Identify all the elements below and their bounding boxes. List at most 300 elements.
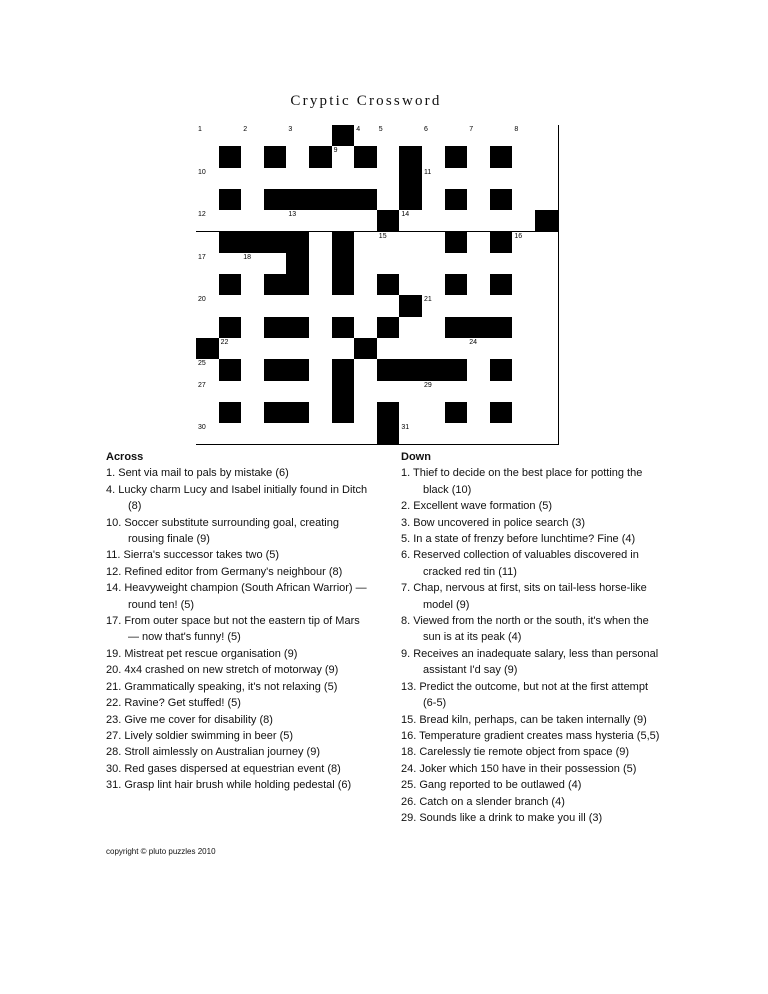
grid-cell[interactable] — [512, 359, 536, 381]
clue-number: 13 — [288, 211, 297, 219]
grid-cell-black — [286, 402, 310, 424]
across-clue-list — [106, 465, 371, 793]
grid-cell-black — [399, 146, 423, 168]
grid-cell[interactable] — [490, 338, 514, 360]
grid-cell[interactable] — [241, 423, 265, 445]
clue-number: 16 — [514, 232, 523, 240]
grid-cell-black — [219, 317, 243, 339]
grid-cell[interactable] — [241, 125, 265, 147]
grid-cell[interactable] — [467, 232, 491, 254]
grid-cell-black — [286, 359, 310, 381]
grid-cell-black — [286, 317, 310, 339]
clue-number: 20 — [198, 296, 206, 304]
grid-cell[interactable] — [512, 189, 536, 211]
grid-cell[interactable] — [196, 189, 220, 211]
grid-cell[interactable] — [512, 381, 536, 403]
grid-cell[interactable] — [467, 295, 491, 317]
clue-number: 23 — [356, 339, 364, 346]
grid-cell[interactable] — [354, 210, 378, 232]
grid-cell[interactable] — [241, 146, 265, 168]
grid-cell-black — [264, 402, 288, 424]
grid-cell[interactable] — [490, 253, 514, 275]
grid-cell[interactable] — [286, 168, 310, 190]
across-clue: 19. Mistreat pet rescue organisation (9) — [106, 647, 298, 660]
grid-cell-black — [332, 317, 356, 339]
grid-cell[interactable] — [196, 125, 220, 147]
grid-cell[interactable] — [241, 402, 265, 424]
grid-cell[interactable] — [490, 125, 514, 147]
grid-cell-black — [354, 189, 378, 211]
clue-number: 31 — [401, 424, 410, 432]
grid-cell[interactable] — [309, 253, 333, 275]
grid-cell-black — [445, 317, 469, 339]
grid-cell-black — [332, 232, 356, 254]
grid-cell[interactable] — [535, 189, 559, 211]
grid-cell[interactable] — [241, 338, 265, 360]
grid-cell[interactable] — [377, 146, 401, 168]
grid-cell[interactable] — [241, 210, 265, 232]
grid-cell-black — [332, 381, 356, 403]
grid-cell[interactable] — [241, 253, 265, 275]
grid-cell-black — [490, 317, 514, 339]
grid-cell[interactable] — [332, 423, 356, 445]
grid-cell[interactable] — [535, 146, 559, 168]
grid-cell-black — [490, 232, 514, 254]
grid-cell[interactable] — [467, 168, 491, 190]
grid-cell-black — [264, 317, 288, 339]
grid-cell-black — [264, 232, 288, 254]
grid-cell[interactable] — [286, 338, 310, 360]
grid-cell-black — [219, 402, 243, 424]
grid-cell[interactable] — [309, 338, 333, 360]
grid-cell[interactable] — [535, 402, 559, 424]
grid-cell[interactable] — [309, 274, 333, 296]
grid-cell-black — [241, 232, 265, 254]
grid-cell[interactable] — [309, 295, 333, 317]
grid-cell[interactable] — [445, 381, 469, 403]
grid-cell[interactable] — [264, 168, 288, 190]
across-clue: 1. Sent via mail to pals by mistake (6) — [106, 467, 289, 480]
clue-number: 11 — [424, 168, 432, 176]
grid-cell[interactable] — [422, 295, 446, 317]
clue-number: 14 — [401, 211, 410, 219]
clue-number: 4 — [356, 126, 361, 133]
grid-cell-black — [377, 402, 401, 424]
grid-cell[interactable] — [354, 295, 378, 317]
down-clue: 13. Predict the outcome, but not at the first attempt (6-5) — [401, 680, 649, 710]
grid-cell[interactable] — [196, 402, 220, 424]
grid-cell[interactable] — [196, 146, 220, 168]
clue-number: 12 — [198, 211, 206, 219]
grid-cell[interactable] — [309, 381, 333, 403]
grid-cell[interactable] — [219, 253, 243, 275]
down-clues — [401, 449, 661, 826]
grid-cell-black — [467, 317, 491, 339]
grid-cell-black — [332, 359, 356, 381]
grid-cell[interactable] — [512, 232, 536, 254]
grid-cell-black — [377, 423, 401, 445]
grid-cell[interactable] — [490, 210, 514, 232]
grid-cell-black — [490, 146, 514, 168]
grid-cell[interactable] — [264, 253, 288, 275]
grid-cell[interactable] — [535, 168, 559, 190]
grid-cell-black — [377, 210, 401, 232]
grid-cell[interactable] — [309, 168, 333, 190]
grid-cell[interactable] — [241, 189, 265, 211]
grid-cell[interactable] — [445, 295, 469, 317]
grid-cell[interactable] — [377, 295, 401, 317]
clue-number: 17 — [198, 253, 206, 261]
grid-cell[interactable] — [332, 338, 356, 360]
grid-cell[interactable] — [399, 402, 423, 424]
clue-number: 2 — [243, 126, 248, 133]
grid-cell[interactable] — [535, 295, 559, 317]
grid-cell-black — [286, 253, 310, 275]
grid-cell-black — [219, 146, 243, 168]
page-title: Cryptic Crossword — [290, 93, 442, 109]
grid-cell[interactable] — [467, 402, 491, 424]
grid-cell-black — [445, 189, 469, 211]
grid-cell[interactable] — [354, 253, 378, 275]
across-clues — [106, 449, 371, 794]
grid-cell[interactable] — [196, 295, 220, 317]
grid-cell[interactable] — [490, 295, 514, 317]
grid-cell-black — [377, 359, 401, 381]
grid-cell-black — [377, 274, 401, 296]
across-clue: 23. Give me cover for disability (8) — [106, 713, 273, 726]
grid-cell-black — [422, 359, 446, 381]
grid-cell[interactable] — [535, 232, 559, 254]
grid-cell[interactable] — [332, 295, 356, 317]
grid-cell[interactable] — [264, 295, 288, 317]
grid-cell[interactable] — [241, 168, 265, 190]
clue-number: 30 — [198, 424, 206, 432]
down-clue: 2. Excellent wave formation (5) — [401, 500, 553, 513]
grid-cell-black — [445, 146, 469, 168]
grid-cell[interactable] — [422, 338, 446, 360]
down-clue: 7. Chap, nervous at first, sits on tail-less horse-like model (9) — [401, 582, 647, 611]
clue-number: 24 — [469, 339, 477, 346]
grid-cell[interactable] — [467, 210, 491, 232]
grid-cell[interactable] — [535, 253, 559, 275]
grid-cell[interactable] — [467, 189, 491, 211]
grid-cell[interactable] — [467, 423, 491, 445]
grid-cell[interactable] — [512, 253, 536, 275]
clue-number: 15 — [378, 232, 387, 240]
grid-cell[interactable] — [512, 317, 536, 339]
grid-cell[interactable] — [445, 423, 469, 445]
down-clue: 1. Thief to decide on the best place for potting the black (10) — [401, 467, 643, 496]
grid-cell[interactable] — [196, 232, 220, 254]
clue-number: 7 — [469, 126, 474, 133]
grid-cell[interactable] — [422, 168, 446, 190]
down-clue: 15. Bread kiln, perhaps, can be taken internally (9) — [401, 713, 647, 726]
grid-cell[interactable] — [399, 253, 423, 275]
grid-cell[interactable] — [377, 381, 401, 403]
grid-cell[interactable] — [264, 381, 288, 403]
grid-cell[interactable] — [467, 146, 491, 168]
grid-cell[interactable] — [399, 232, 423, 254]
across-heading: Across — [106, 451, 144, 463]
grid-cell[interactable] — [445, 168, 469, 190]
grid-cell[interactable] — [422, 125, 446, 147]
grid-cell[interactable] — [422, 317, 446, 339]
grid-cell[interactable] — [264, 338, 288, 360]
clue-number: 26 — [333, 360, 342, 368]
grid-cell-black — [445, 402, 469, 424]
down-clue-list — [401, 465, 661, 826]
down-clue: 18. Carelessly tie remote object from space (9) — [401, 746, 630, 759]
grid-cell[interactable] — [219, 125, 243, 147]
grid-cell[interactable] — [422, 253, 446, 275]
clue-number: 25 — [198, 360, 206, 368]
grid-cell[interactable] — [422, 402, 446, 424]
grid-cell[interactable] — [422, 232, 446, 254]
grid-cell[interactable] — [535, 317, 559, 339]
grid-cell[interactable] — [219, 338, 243, 360]
grid-cell[interactable] — [332, 146, 356, 168]
grid-cell[interactable] — [467, 253, 491, 275]
grid-cell-black — [309, 146, 333, 168]
grid-cell[interactable] — [399, 125, 423, 147]
grid-cell[interactable] — [309, 423, 333, 445]
grid-cell[interactable] — [490, 423, 514, 445]
grid-cell-black — [309, 189, 333, 211]
grid-cell[interactable] — [399, 210, 423, 232]
grid-cell-black — [399, 189, 423, 211]
grid-cell[interactable] — [445, 338, 469, 360]
across-clue: 17. From outer space but not the eastern tip of Mars — now that's funny! (5) — [106, 615, 360, 644]
down-clue: 6. Reserved collection of valuables discovered in cracked red tin (11) — [401, 549, 639, 578]
down-clue: 5. In a state of frenzy before lunchtime? Fine (4) — [401, 533, 636, 546]
grid-cell[interactable] — [196, 317, 220, 339]
grid-cell[interactable] — [422, 146, 446, 168]
grid-cell[interactable] — [467, 338, 491, 360]
grid-cell[interactable] — [354, 232, 378, 254]
grid-cell[interactable] — [196, 423, 220, 445]
across-clue: 11. Sierra's successor takes two (5) — [106, 549, 280, 562]
grid-cell[interactable] — [241, 381, 265, 403]
grid-cell[interactable] — [286, 423, 310, 445]
grid-cell-black — [219, 359, 243, 381]
grid-cell[interactable] — [377, 232, 401, 254]
grid-cell-black — [264, 359, 288, 381]
grid-cell[interactable] — [512, 295, 536, 317]
grid-cell-black — [219, 232, 243, 254]
grid-cell[interactable] — [286, 125, 310, 147]
clue-number: 22 — [220, 339, 229, 346]
clue-number: 27 — [198, 381, 206, 389]
grid-cell[interactable] — [354, 381, 378, 403]
clue-number: 18 — [243, 253, 251, 261]
grid-cell[interactable] — [377, 189, 401, 211]
across-clue: 27. Lively soldier swimming in beer (5) — [106, 729, 294, 742]
down-heading: Down — [401, 451, 431, 463]
grid-cell[interactable] — [264, 125, 288, 147]
across-clue: 28. Stroll aimlessly on Australian journey (9) — [106, 746, 320, 759]
grid-cell[interactable] — [445, 253, 469, 275]
across-clue: 22. Ravine? Get stuffed! (5) — [106, 697, 241, 710]
grid-cell[interactable] — [490, 381, 514, 403]
grid-cell[interactable] — [535, 423, 559, 445]
grid-cell[interactable] — [286, 146, 310, 168]
clue-number: 5 — [378, 126, 383, 133]
grid-cell[interactable] — [219, 423, 243, 445]
grid-cell[interactable] — [377, 168, 401, 190]
grid-cell[interactable] — [399, 317, 423, 339]
clue-number: 21 — [424, 296, 432, 304]
grid-cell[interactable] — [196, 381, 220, 403]
grid-cell-black — [445, 274, 469, 296]
down-clue: 3. Bow uncovered in police search (3) — [401, 516, 586, 529]
grid-cell[interactable] — [512, 125, 536, 147]
grid-cell-black — [264, 146, 288, 168]
clue-number: 19 — [333, 253, 342, 261]
grid-cell[interactable] — [332, 210, 356, 232]
grid-cell[interactable] — [241, 359, 265, 381]
grid-cell-black — [399, 168, 423, 190]
grid-cell[interactable] — [399, 274, 423, 296]
grid-cell[interactable] — [422, 423, 446, 445]
grid-cell[interactable] — [286, 210, 310, 232]
down-clue: 24. Joker which 150 have in their possession (5) — [401, 762, 637, 775]
grid-cell[interactable] — [196, 210, 220, 232]
grid-cell[interactable] — [354, 125, 378, 147]
grid-cell-black — [286, 232, 310, 254]
grid-cell-black — [490, 402, 514, 424]
grid-cell[interactable] — [422, 210, 446, 232]
clue-number: 3 — [288, 126, 293, 133]
grid-cell[interactable] — [512, 168, 536, 190]
grid-cell[interactable] — [512, 146, 536, 168]
grid-cell[interactable] — [422, 274, 446, 296]
grid-cell[interactable] — [286, 295, 310, 317]
grid-cell[interactable] — [219, 381, 243, 403]
grid-cell[interactable] — [196, 274, 220, 296]
grid-cell[interactable] — [535, 338, 559, 360]
grid-cell[interactable] — [422, 189, 446, 211]
grid-cell[interactable] — [512, 423, 536, 445]
grid-cell[interactable] — [445, 210, 469, 232]
clue-number: 29 — [424, 381, 432, 389]
grid-cell[interactable] — [377, 125, 401, 147]
grid-cell-black — [219, 189, 243, 211]
down-clue: 25. Gang reported to be outlawed (4) — [401, 779, 582, 792]
grid-cell[interactable] — [354, 359, 378, 381]
grid-cell[interactable] — [309, 317, 333, 339]
grid-cell[interactable] — [309, 210, 333, 232]
grid-cell[interactable] — [309, 359, 333, 381]
grid-cell[interactable] — [467, 381, 491, 403]
grid-cell[interactable] — [490, 168, 514, 190]
grid-cell[interactable] — [196, 253, 220, 275]
grid-cell-black — [445, 232, 469, 254]
across-clue: 21. Grammatically speaking, it's not relaxing (5) — [106, 680, 338, 693]
grid-cell[interactable] — [535, 359, 559, 381]
down-clue: 16. Temperature gradient creates mass hysteria (5,5) — [401, 729, 660, 742]
grid-cell-black — [286, 274, 310, 296]
grid-cell-black — [535, 210, 559, 232]
grid-cell[interactable] — [286, 381, 310, 403]
grid-cell-black — [377, 317, 401, 339]
across-clue: 20. 4x4 crashed on new stretch of motorway (9) — [106, 664, 339, 677]
grid-cell[interactable] — [512, 338, 536, 360]
grid-cell[interactable] — [399, 423, 423, 445]
grid-cell[interactable] — [377, 253, 401, 275]
grid-cell-black — [264, 274, 288, 296]
grid-cell[interactable] — [399, 381, 423, 403]
grid-cell[interactable] — [354, 274, 378, 296]
grid-cell[interactable] — [512, 402, 536, 424]
grid-cell[interactable] — [219, 295, 243, 317]
grid-cell[interactable] — [467, 359, 491, 381]
across-clue: 10. Soccer substitute surrounding goal, creating rousing finale (9) — [106, 516, 339, 546]
down-clue: 26. Catch on a slender branch (4) — [401, 795, 565, 808]
grid-cell-black — [332, 189, 356, 211]
grid-cell-black — [332, 402, 356, 424]
grid-cell-black — [219, 274, 243, 296]
crossword-grid — [196, 125, 536, 433]
grid-cell[interactable] — [445, 125, 469, 147]
grid-cell[interactable] — [196, 168, 220, 190]
grid-cell[interactable] — [422, 381, 446, 403]
grid-cell[interactable] — [332, 168, 356, 190]
grid-cell-black — [399, 295, 423, 317]
grid-cell[interactable] — [399, 338, 423, 360]
grid-cell[interactable] — [535, 381, 559, 403]
grid-cell[interactable] — [264, 423, 288, 445]
grid-cell[interactable] — [512, 274, 536, 296]
grid-cell[interactable] — [467, 274, 491, 296]
grid-cell[interactable] — [309, 232, 333, 254]
grid-cell-black — [196, 338, 220, 360]
grid-cell[interactable] — [354, 317, 378, 339]
clue-number: 28 — [333, 381, 342, 389]
grid-cell[interactable] — [241, 317, 265, 339]
grid-cell[interactable] — [309, 402, 333, 424]
grid-cell[interactable] — [535, 274, 559, 296]
grid-cell[interactable] — [354, 402, 378, 424]
grid-cell[interactable] — [309, 125, 333, 147]
grid-cell[interactable] — [535, 125, 559, 147]
grid-cell[interactable] — [219, 168, 243, 190]
grid-cell-black — [354, 146, 378, 168]
grid-cell[interactable] — [377, 338, 401, 360]
grid-cell[interactable] — [241, 295, 265, 317]
across-clue: 12. Refined editor from Germany's neighbour (8) — [106, 565, 343, 578]
grid-cell[interactable] — [219, 210, 243, 232]
grid-cell[interactable] — [512, 210, 536, 232]
grid-cell[interactable] — [354, 423, 378, 445]
grid-cell-black — [332, 253, 356, 275]
grid-cell[interactable] — [264, 210, 288, 232]
grid-cell[interactable] — [467, 125, 491, 147]
across-clue: 14. Heavyweight champion (South African Warrior) — round ten! (5) — [106, 582, 367, 611]
grid-cell-black — [286, 189, 310, 211]
down-clue: 8. Viewed from the north or the south, it's when the sun is at its peak (4) — [401, 615, 649, 644]
grid-cell[interactable] — [354, 168, 378, 190]
grid-cell[interactable] — [196, 359, 220, 381]
grid-cell[interactable] — [241, 274, 265, 296]
grid-cell-black — [332, 274, 356, 296]
grid-cell-black — [490, 189, 514, 211]
down-clue: 29. Sounds like a drink to make you ill (3) — [401, 811, 603, 824]
copyright-notice: copyright © pluto puzzles 2010 — [106, 847, 216, 856]
grid-cell-black — [264, 189, 288, 211]
grid-cell-black — [399, 359, 423, 381]
grid-cell-black — [354, 338, 378, 360]
clue-number: 1 — [198, 126, 202, 133]
